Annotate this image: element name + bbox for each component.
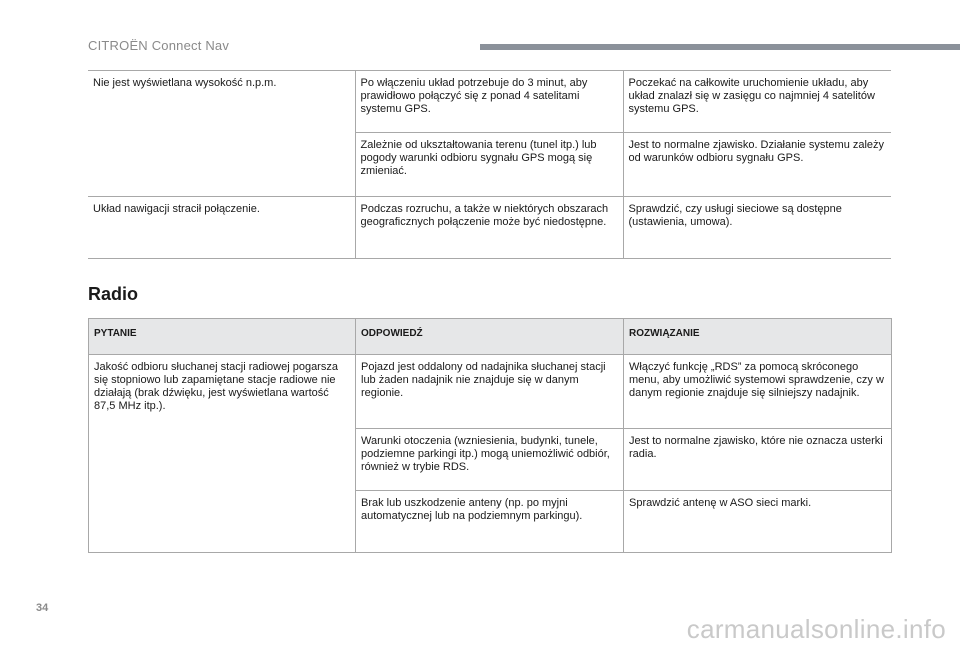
table-row [88, 197, 891, 259]
column-header-question: PYTANIE [89, 319, 356, 355]
question-cell: Nie jest wyświetlana wysokość n.p.m. [88, 71, 355, 197]
question-cell: Jakość odbioru słuchanej stacji radiowej pogarsza się stopniowo lub zapamiętane stacje radiowe nie działają (brak dźwięku, jest wyświetlana wartość 87,5 MHz itp.). [89, 355, 356, 553]
solution-cell: Włączyć funkcję „RDS” za pomocą skróconego menu, aby umożliwić systemowi sprawdzenie, czy w danym regionie znajduje się silniejszy nadajnik. [624, 355, 892, 429]
answer-cell: Brak lub uszkodzenie anteny (np. po myjni automatycznej lub na podziemnym parkingu). [356, 491, 624, 553]
radio-troubleshooting-table [88, 318, 892, 553]
watermark-text: carmanualsonline.info [686, 614, 946, 644]
answer-cell: Pojazd jest oddalony od nadajnika słuchanej stacji lub żaden nadajnik nie znajduje się w danym regionie. [356, 355, 624, 429]
table-row [89, 355, 892, 429]
gps-troubleshooting-table [88, 70, 891, 259]
table-row [88, 71, 891, 133]
page-number: 34 [36, 602, 49, 614]
solution-cell: Poczekać na całkowite uruchomienie układu, aby układ znalazł się w zasięgu co najmniej 4 satelitów systemu GPS. [623, 71, 891, 133]
column-header-answer: ODPOWIEDŹ [356, 319, 624, 355]
column-header-solution: ROZWIĄZANIE [624, 319, 892, 355]
answer-cell: Zależnie od ukształtowania terenu (tunel itp.) lub pogody warunki odbioru sygnału GPS mogą się zmieniać. [355, 133, 623, 197]
solution-cell: Jest to normalne zjawisko, które nie oznacza usterki radia. [624, 429, 892, 491]
document-header-title: CITROËN Connect Nav [88, 38, 230, 53]
table-header-row [89, 319, 892, 355]
solution-cell: Sprawdzić, czy usługi sieciowe są dostępne (ustawienia, umowa). [623, 197, 891, 259]
header-accent-bar [480, 44, 960, 50]
answer-cell: Warunki otoczenia (wzniesienia, budynki, tunele, podziemne parkingi itp.) mogą uniemożliwić odbiór, również w trybie RDS. [356, 429, 624, 491]
answer-cell: Po włączeniu układ potrzebuje do 3 minut, aby prawidłowo połączyć się z ponad 4 satelitami systemu GPS. [355, 71, 623, 133]
radio-section-heading: Radio [88, 284, 139, 304]
solution-cell: Jest to normalne zjawisko. Działanie systemu zależy od warunków odbioru sygnału GPS. [623, 133, 891, 197]
answer-cell: Podczas rozruchu, a także w niektórych obszarach geograficznych połączenie może być niedostępne. [355, 197, 623, 259]
solution-cell: Sprawdzić antenę w ASO sieci marki. [624, 491, 892, 553]
question-cell: Układ nawigacji stracił połączenie. [88, 197, 355, 259]
